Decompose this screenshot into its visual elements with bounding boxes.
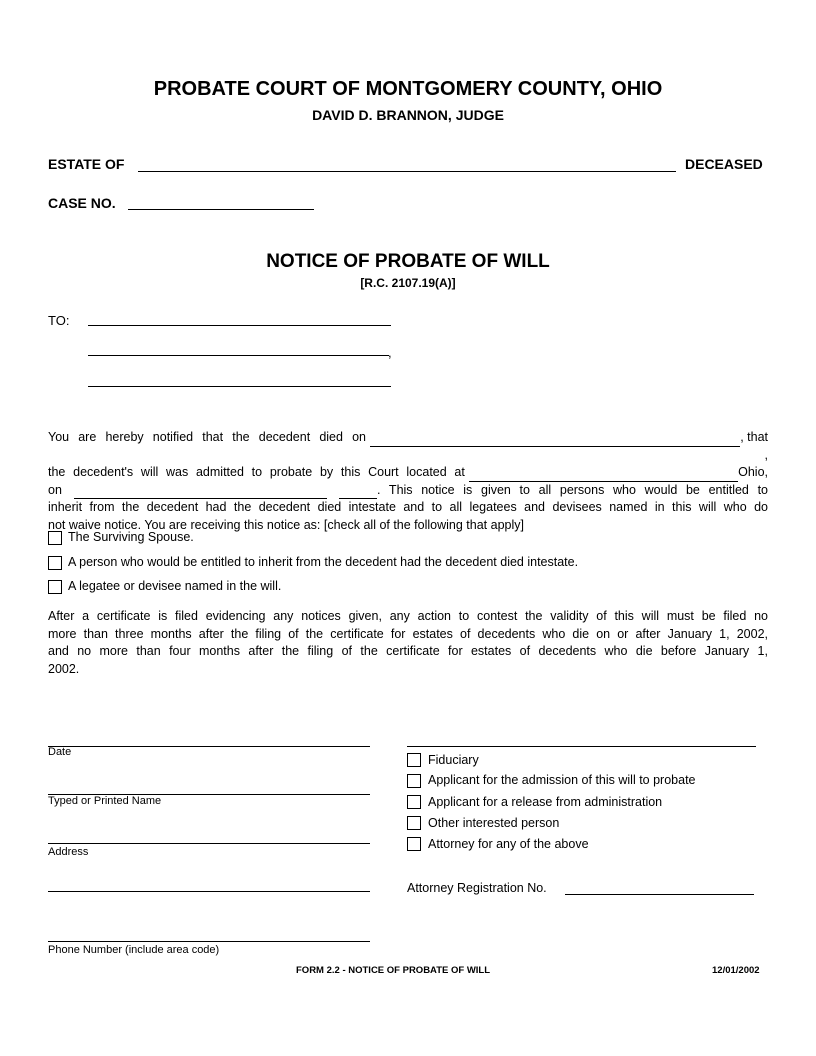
contest-line2: more than three months after the filing of the certificate for estates of decedents who die on or after January 1, 2002, (48, 626, 768, 641)
address-label: Address (48, 846, 89, 858)
contest-line4: 2002. (48, 661, 80, 676)
judge-name: DAVID D. BRANNON, JUDGE (312, 107, 504, 123)
body-line1-start: You are hereby notified that the decedent died on (48, 430, 366, 444)
court-location-field[interactable] (469, 468, 738, 482)
date-of-death-field[interactable] (370, 433, 740, 447)
legatee-checkbox[interactable] (48, 580, 62, 594)
fiduciary-label: Fiduciary (428, 753, 479, 767)
attorney-checkbox[interactable] (407, 837, 421, 851)
date-field[interactable] (48, 746, 370, 747)
probate-year-field[interactable] (339, 485, 377, 499)
contest-line1: After a certificate is filed evidencing any notices given, any action to contest the validity of this will must be filed no (48, 609, 768, 623)
body-line4: inherit from the decedent had the decedent died intestate and to all legatees and devisees named in this will who do (48, 500, 768, 514)
intestate-heir-checkbox[interactable] (48, 556, 62, 570)
body-line3-end: . This notice is given to all persons who would be entitled to (377, 482, 768, 497)
form-date: 12/01/2002 (712, 965, 760, 976)
estate-name-field[interactable] (138, 171, 676, 172)
attorney-label: Attorney for any of the above (428, 837, 589, 851)
legatee-label: A legatee or devisee named in the will. (68, 579, 282, 593)
body-line2-start: the decedent's will was admitted to probate by this Court located at (48, 465, 465, 479)
to-field-1[interactable] (88, 325, 391, 326)
body-line1-end: , that (740, 430, 768, 444)
deceased-label: DECEASED (685, 156, 763, 172)
phone-field[interactable] (48, 941, 370, 942)
case-no-label: CASE NO. (48, 195, 116, 211)
case-no-field[interactable] (128, 209, 314, 210)
applicant-release-label: Applicant for a release from administration (428, 795, 663, 809)
phone-label: Phone Number (include area code) (48, 944, 220, 956)
signature-field[interactable] (407, 746, 756, 747)
notice-title: NOTICE OF PROBATE OF WILL (266, 251, 550, 272)
estate-label: ESTATE OF (48, 156, 125, 172)
name-label: Typed or Printed Name (48, 795, 162, 807)
body-line3-start: on (48, 482, 62, 497)
fiduciary-checkbox[interactable] (407, 753, 421, 767)
address-field-2[interactable] (48, 891, 370, 892)
to-field-2[interactable] (88, 355, 389, 356)
probate-date-field[interactable] (74, 485, 327, 499)
surviving-spouse-label: The Surviving Spouse. (68, 530, 194, 544)
contest-paragraph (48, 608, 768, 678)
address-field[interactable] (48, 843, 370, 844)
to-label: TO: (48, 313, 70, 328)
body-line5: not waive notice. You are receiving this notice as: [check all of the following that apply] (48, 517, 524, 532)
body-line2-end: , Ohio, (738, 447, 769, 479)
other-interested-label: Other interested person (428, 816, 560, 830)
notice-paragraph (48, 429, 768, 534)
date-label: Date (48, 746, 72, 758)
attorney-reg-label: Attorney Registration No. (407, 881, 547, 895)
court-title: PROBATE COURT OF MONTGOMERY COUNTY, OHIO (153, 78, 663, 100)
applicant-admission-label: Applicant for the admission of this will to probate (428, 773, 696, 787)
applicant-admission-checkbox[interactable] (407, 774, 421, 788)
surviving-spouse-checkbox[interactable] (48, 531, 62, 545)
attorney-reg-field[interactable] (565, 894, 754, 895)
statute-ref: [R.C. 2107.19(A)] (360, 276, 456, 290)
intestate-heir-label: A person who would be entitled to inherit from the decedent had the decedent died intestate. (68, 555, 579, 569)
to-comma: , (388, 345, 392, 360)
contest-line3: and no more than four months after the filing of the certificate for estates of decedents who die before January 1, (48, 644, 768, 658)
other-interested-checkbox[interactable] (407, 816, 421, 830)
form-id: FORM 2.2 - NOTICE OF PROBATE OF WILL (296, 965, 491, 976)
applicant-release-checkbox[interactable] (407, 795, 421, 809)
to-field-3[interactable] (88, 386, 391, 387)
